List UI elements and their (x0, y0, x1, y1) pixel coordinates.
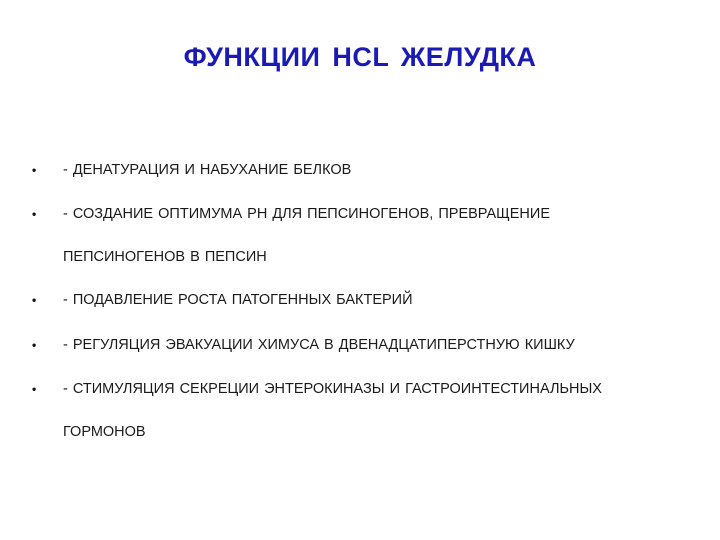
bullet-dot: • (32, 338, 37, 352)
bullet-dot: • (32, 207, 37, 221)
bullet-item-2-line-1: - СОЗДАНИЕ ОПТИМУМА PH ДЛЯ ПЕПСИНОГЕНОВ, ПРЕВРАЩЕНИЕ (63, 206, 550, 222)
bullet-dot: • (32, 382, 37, 396)
bullet-item-1: - ДЕНАТУРАЦИЯ И НАБУХАНИЕ БЕЛКОВ (63, 162, 352, 178)
bullet-dot: • (32, 163, 37, 177)
bullet-item-3: - ПОДАВЛЕНИЕ РОСТА ПАТОГЕННЫХ БАКТЕРИЙ (63, 292, 413, 308)
bullet-dot: • (32, 293, 37, 307)
bullet-item-2-line-2: ПЕПСИНОГЕНОВ В ПЕПСИН (63, 249, 267, 265)
bullet-item-5-line-1: - СТИМУЛЯЦИЯ СЕКРЕЦИИ ЭНТЕРОКИНАЗЫ И ГАСТРОИНТЕСТИНАЛЬНЫХ (63, 381, 602, 397)
bullet-item-4: - РЕГУЛЯЦИЯ ЭВАКУАЦИИ ХИМУСА В ДВЕНАДЦАТИПЕРСТНУЮ КИШКУ (63, 337, 575, 353)
bullet-item-5-line-2: ГОРМОНОВ (63, 424, 146, 440)
slide-title: ФУНКЦИИ HCL ЖЕЛУДКА (183, 42, 537, 72)
